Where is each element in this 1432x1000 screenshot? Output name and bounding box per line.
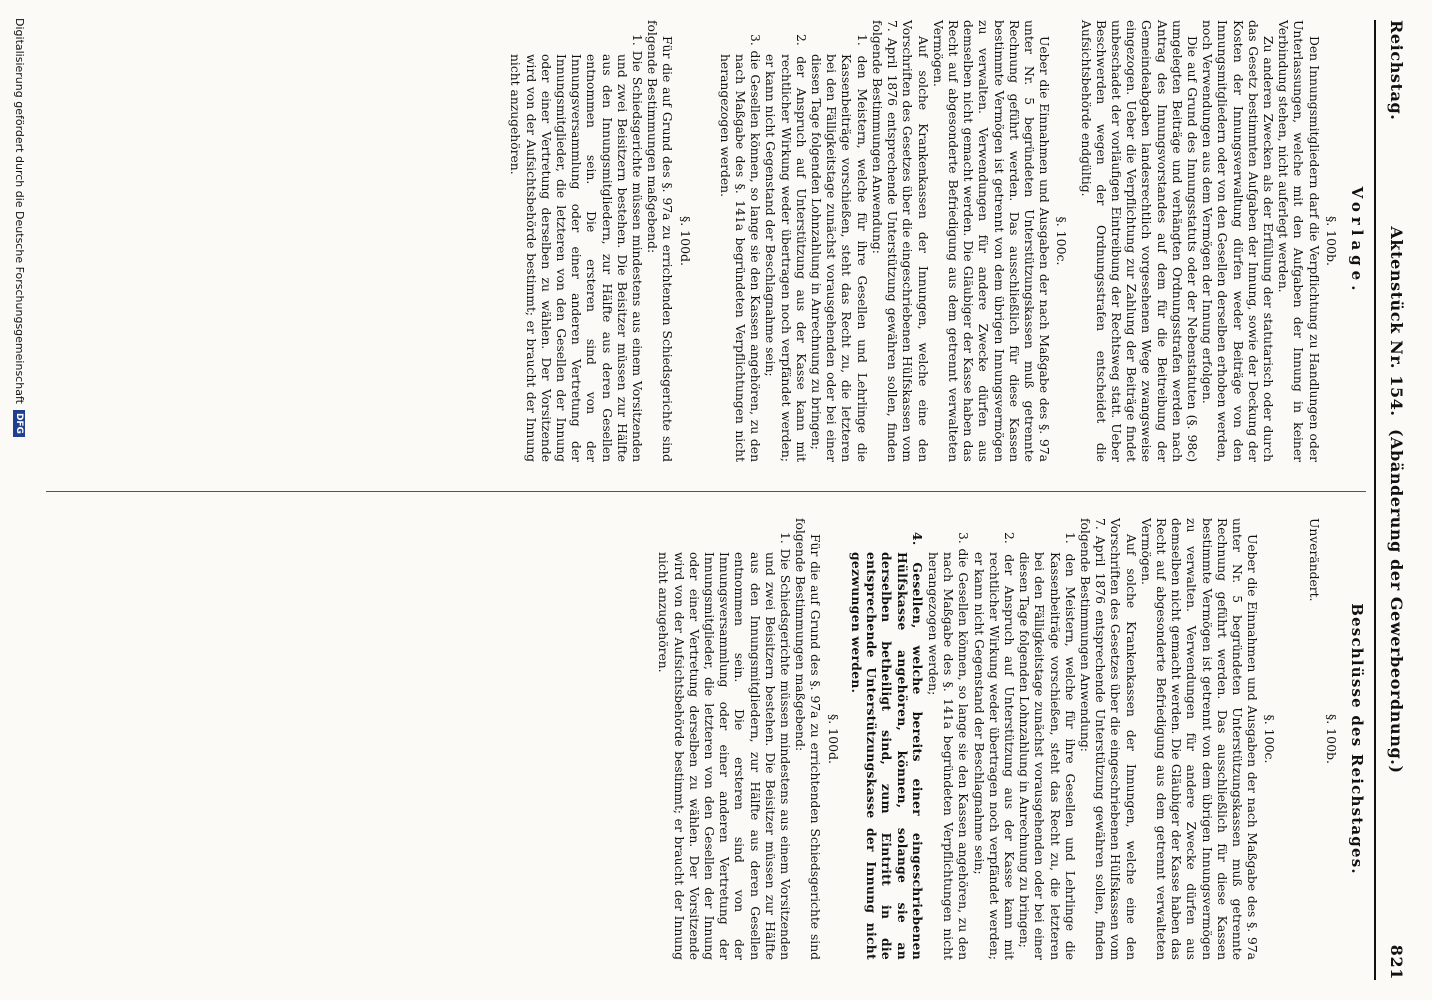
- paragraph: Den Innungsmitgliedern darf die Verpflichtung zu Handlungen oder Unterlassungen, welche mit den Aufgaben der Innung in keiner Verbindung stehen, nicht auferlegt werden.: [1276, 20, 1321, 462]
- list-item: 1. den Meistern, welche für ihre Gesellen und Lehrlinge die Kassenbeiträge vorschießen, steht das Recht zu, die letzteren bei den Fälligkeitstage zunächst vorausgehenden oder bei einer diesen Tage folgenden Lohnzahlung in Anrechnung zu bringen;: [809, 34, 869, 462]
- section-title: §. 100d.: [825, 713, 841, 765]
- paragraph: Auf solche Krankenkassen der Innungen, welche eine den Vorschriften des Gesetzes über die eingeschriebenen Hülfskassen vom 7. April 1876 entsprechende Unterstützung gewähren sollen, finden folgende Bestimmungen Anwendung:: [869, 20, 930, 462]
- left-column-heading: Vorlage.: [1348, 186, 1366, 296]
- header-rule: [1374, 20, 1376, 980]
- header-left: Reichstag.: [1387, 20, 1406, 121]
- digitization-credit: [13, 18, 26, 437]
- list-item: 1. Die Schiedsgerichte müssen mindestens aus einem Vorsitzenden und zwei Beisitzern bestehen. Die Beisitzer müssen zur Hälfte aus den Innungsmitgliedern, zur Hälfte aus deren Gesellen entnommen sein. Die ersteren sind von der Innungsversammlung oder einer anderen Vertretung der Innungsmitglieder, die letzteren von den Gesellen der Innung oder einer Vertretung derselben zu wählen. Der Vorsitzende wird von der Aufsichtsbehörde bestimmt; er braucht der Innung nicht anzugehören.: [656, 532, 793, 960]
- left-column: [507, 20, 1366, 462]
- list-item: 3. die Gesellen können, so lange sie den Kassen angehören, zu den nach Maßgabe des §. 141a begründeten Verpflichtungen nicht herangezogen werden;: [925, 532, 971, 960]
- section-title: §. 100b.: [1323, 713, 1339, 765]
- dfg-logo: DFG: [14, 410, 26, 437]
- list-item-amendment: 4. Gesellen, welche bereits einer eingeschriebenen Hülfskasse angehören, können, solange sie an derselben betheiligt sind, zum Eintritt in die entsprechende Unterstützungskasse der Innung nicht gezwungen werden.: [848, 532, 925, 960]
- header-center: Aktenstück Nr. 154. (Abänderung der Gewerbeordnung.): [1387, 226, 1406, 774]
- funding-note: Digitalisierung gefördert durch die Deutsche Forschungsgemeinschaft: [13, 18, 26, 404]
- spacer: [701, 20, 717, 462]
- list-item: 1. Die Schiedsgerichte müssen mindestens aus einem Vorsitzenden und zwei Beisitzern bestehen. Die Beisitzer müssen zur Hälfte aus den Innungsmitgliedern, zur Hälfte aus deren Gesellen entnommen sein. Die ersteren sind von der Innungsversammlung oder einer anderen Vertretung der Innungsmitglieder, die letzteren von den Gesellen der Innung oder einer Vertretung derselben zu wählen. Der Vorsitzende wird von der Aufsichtsbehörde bestimmt; er braucht der Innung nicht anzugehören.: [508, 34, 645, 462]
- list-item: 2. der Anspruch auf Unterstützung aus der Kasse kann mit rechtlicher Wirkung weder übertragen noch verpfändet werden; er kann nicht Gegenstand der Beschlagnahme sein;: [971, 532, 1016, 960]
- paragraph: Für die auf Grund des §. 97a zu errichtenden Schiedsgerichte sind folgende Bestimmungen maßgebend:: [793, 518, 823, 960]
- section-title: §. 100c.: [1054, 216, 1070, 266]
- paragraph: Auf solche Krankenkassen der Innungen, welche eine den Vorschriften des Gesetzes über die eingeschriebenen Hülfskassen vom 7. April 1876 entsprechende Unterstützung gewähren sollen, finden folgende Bestimmungen Anwendung:: [1077, 518, 1138, 960]
- page-header: [1380, 20, 1408, 980]
- right-column-heading: Beschlüsse des Reichstages.: [1348, 603, 1366, 875]
- page-number: 821: [1387, 944, 1406, 980]
- paragraph: Ueber die Einnahmen und Ausgaben der nach Maßgabe des §. 97a unter Nr. 5 begründeten Unterstützungskassen muß getrennte Rechnung geführt werden. Das ausschließlich für diese Kassen bestimmte Vermögen ist getrennt von dem übrigen Innungsvermögen zu verwalten. Verwendungen für andere Zwecke dürfen aus demselben nicht gemacht werden. Die Gläubiger der Kasse haben das Recht auf abgesonderte Befriedigung aus dem getrennt verwalteten Vermögen.: [1138, 518, 1260, 960]
- list-item: 1. den Meistern, welche für ihre Gesellen und Lehrlinge die Kassenbeiträge vorschießen, steht das Recht zu, die letzteren bei den Fälligkeitstage zunächst vorausgehenden oder bei einer diesen Tage folgenden Lohnzahlung in Anrechnung zu bringen;: [1017, 532, 1077, 960]
- list-item: 2. der Anspruch auf Unterstützung aus der Kasse kann mit rechtlicher Wirkung weder übertragen noch verpfändet werden; er kann nicht Gegenstand der Beschlagnahme sein;: [763, 34, 808, 462]
- right-column: [655, 518, 1366, 960]
- paragraph: Ueber die Einnahmen und Ausgaben der nach Maßgabe des §. 97a unter Nr. 5 begründeten Unterstützungskassen muß getrennte Rechnung geführt werden. Das ausschließlich für diese Kassen bestimmte Vermögen ist getrennt von dem übrigen Innungsvermögen zu verwalten. Verwendungen für andere Zwecke dürfen aus demselben nicht gemacht werden. Die Gläubiger der Kasse haben das Recht auf abgesonderte Befriedigung aus dem getrennt verwalteten Vermögen.: [930, 20, 1052, 462]
- paragraph: Zu anderen Zwecken als der Erfüllung der statutarisch oder durch das Gesetz bestimmten Aufgaben der Innung, sowie der Deckung der Kosten der Innungsverwaltung dürfen weder Beiträge von den Innungsmitgliedern oder von den Gesellen derselben erhoben werden, noch Verwendungen aus dem Vermögen der Innung erfolgen.: [1200, 20, 1275, 462]
- header-right-title: (Abänderung der Gewerbeordnung.): [1387, 428, 1406, 774]
- unchanged-note: Unverändert.: [1306, 518, 1321, 602]
- spacer: [1285, 518, 1301, 960]
- paragraph: Die auf Grund des Innungsstatuts oder der Nebenstatuten (§. 98c) umgelegten Beiträge und verhängten Ordnungsstrafen werden nach Antrag des Innungsvorstandes auf dem für die Beitreibung der Gemeindeabgaben landesrechtlich vorgesehenen Wege zwangsweise eingezogen. Ueber die Verpflichtung zur Zahlung der Beiträge findet unbeschadet der vorläufigen Eintreibung der Rechtsweg statt. Ueber Beschwerden wegen der Ordnungsstrafen entscheidet die Aufsichtsbehörde endgültig.: [1078, 20, 1199, 462]
- section-title: §. 100b.: [1323, 215, 1339, 267]
- section-title: §. 100d.: [677, 215, 693, 267]
- section-title: §. 100c.: [1262, 714, 1278, 764]
- column-divider: [46, 491, 1366, 492]
- list-item: 3. die Gesellen können, so lange sie den Kassen angehören, zu den nach Maßgabe des §. 141a begründeten Verpflichtungen nicht herangezogen werden.: [717, 34, 763, 462]
- paragraph: Für die auf Grund des §. 97a zu errichtenden Schiedsgerichte sind folgende Bestimmungen maßgebend:: [645, 20, 675, 462]
